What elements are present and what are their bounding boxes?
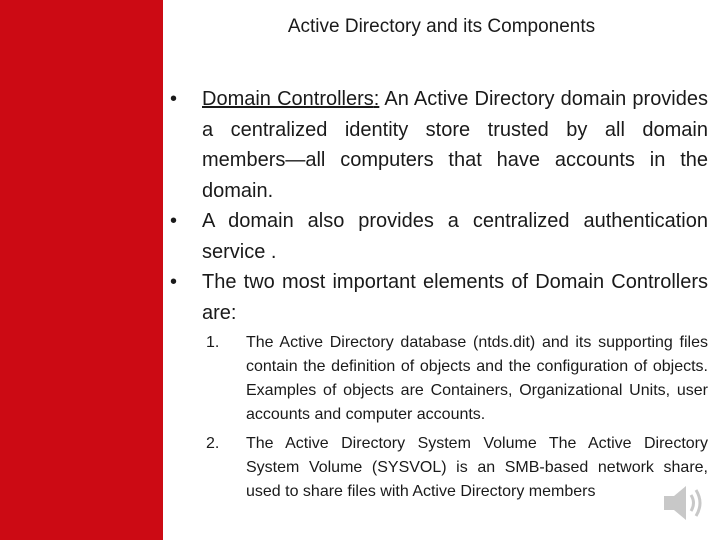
item-text: The Active Directory System Volume The Active Directory System Volume (SYSVOL) is an SMB-based network share, used to share files with Active Directory members [246,435,708,500]
bullet-item [170,267,708,328]
bullet-text: An Active Directory domain provides a centralized identity store trusted by all domain members—all computers that have accounts in the domain. [202,88,708,202]
item-number: 2. [206,435,220,452]
bullet-item [170,206,708,267]
item-number: 1. [206,334,220,351]
item-text: The Active Directory database (ntds.dit) and its supporting files contain the definition of objects and the configuration of objects. Examples of objects are Containers, Organizational Units, user accounts and computer accounts. [246,334,708,423]
bullet-text: The two most important elements of Domain Controllers are: [202,271,708,324]
numbered-item [206,432,708,504]
bullet-list [170,84,708,328]
red-sidebar [0,0,163,540]
slide-title: Active Directory and its Components [287,16,596,37]
bullet-symbol: • [170,88,178,110]
bullet-symbol: • [170,271,178,293]
speaker-icon[interactable] [658,478,708,528]
bullet-term: Domain Controllers [202,88,374,110]
bullet-item [170,84,708,206]
bullet-text: A domain also provides a centralized authentication service . [202,210,708,263]
numbered-list [206,331,708,509]
numbered-item [206,331,708,427]
bullet-term-suffix: : [373,88,380,110]
bullet-symbol: • [170,210,178,232]
